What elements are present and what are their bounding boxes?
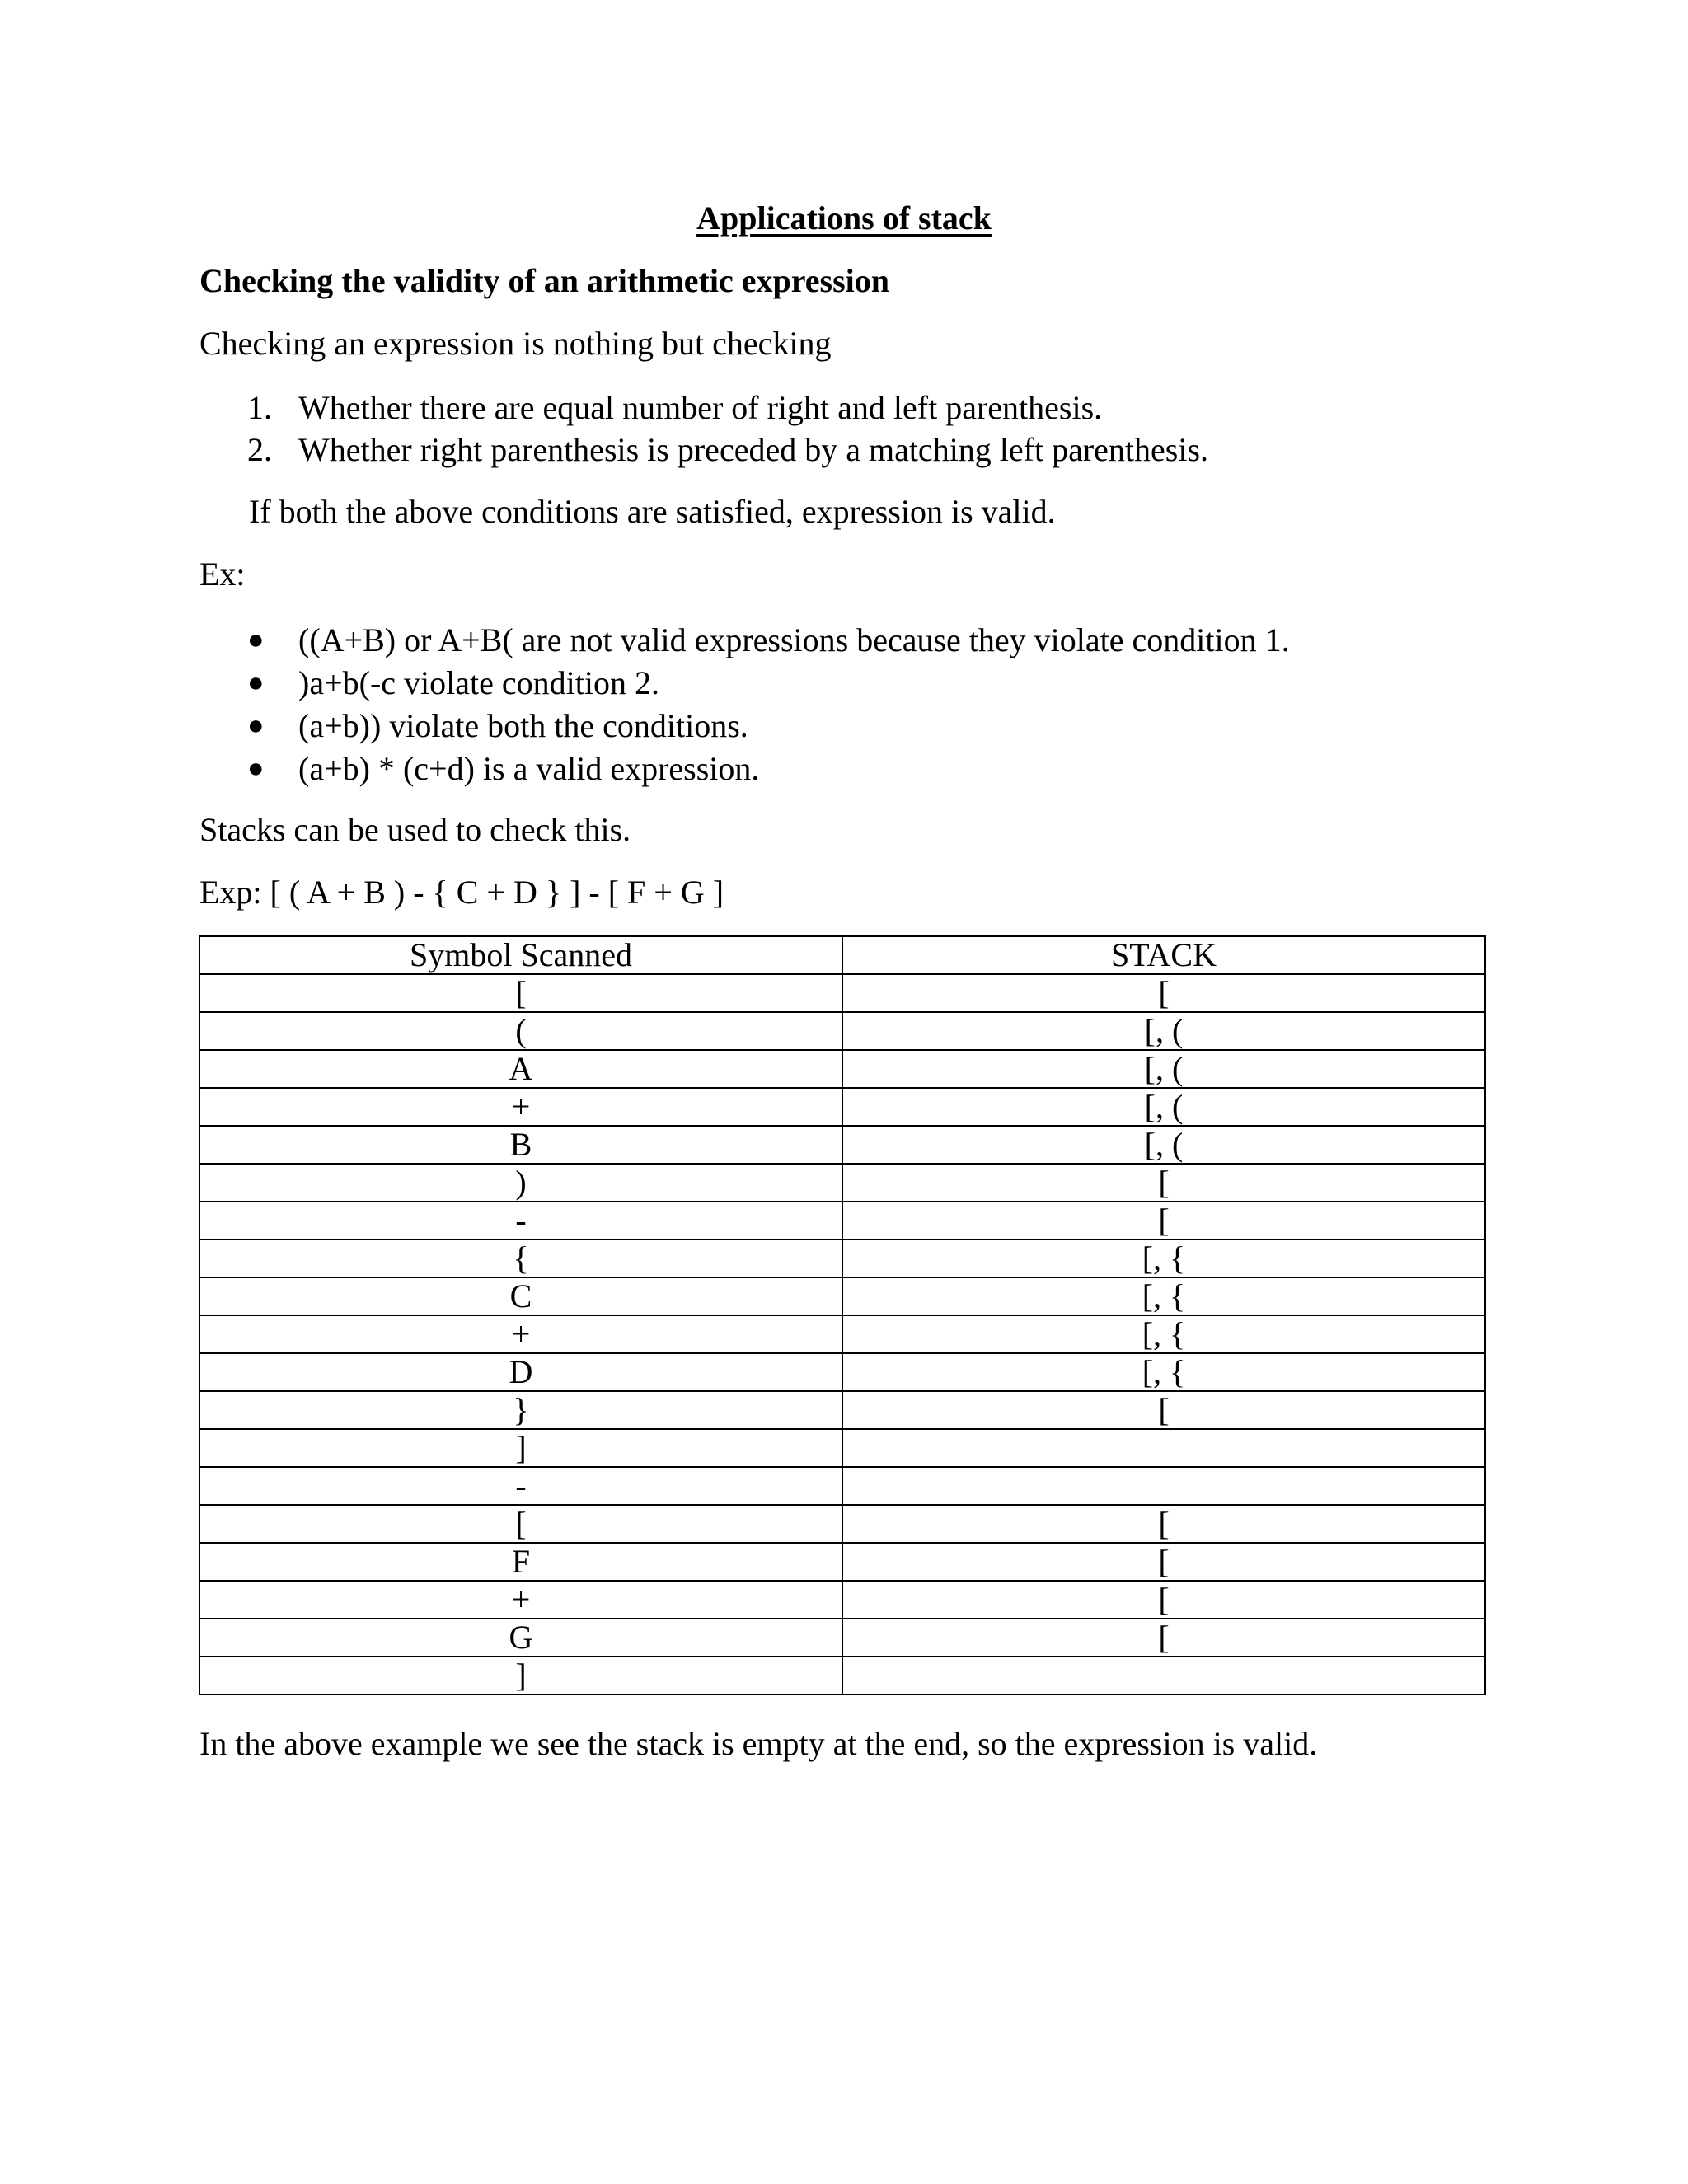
cell-symbol: D	[199, 1353, 842, 1391]
header-symbol-scanned: Symbol Scanned	[199, 936, 842, 974]
table-body	[199, 974, 1485, 1694]
cell-stack: [	[842, 1164, 1485, 1202]
bullet-icon: ●	[247, 625, 265, 655]
table-row	[199, 1126, 1485, 1164]
bullet-icon: ●	[247, 710, 265, 741]
conclusion-paragraph: In the above example we see the stack is empty at the end, so the expression is valid.	[199, 1725, 1318, 1762]
numbered-list	[247, 387, 1208, 471]
table-row	[199, 1543, 1485, 1581]
table-row	[199, 1088, 1485, 1126]
cell-stack: [, (	[842, 1088, 1485, 1126]
cell-symbol: {	[199, 1240, 842, 1277]
bullet-icon: ●	[247, 668, 265, 698]
cell-symbol: [	[199, 974, 842, 1012]
table-row	[199, 1619, 1485, 1657]
expression-line: Exp: [ ( A + B ) - { C + D } ] - [ F + G ]	[199, 874, 724, 911]
cell-stack: [, {	[842, 1315, 1485, 1353]
list-number: 2.	[247, 431, 272, 468]
cell-symbol: }	[199, 1391, 842, 1429]
table-row	[199, 1012, 1485, 1050]
page-title	[0, 199, 1688, 238]
cell-symbol: B	[199, 1126, 842, 1164]
cell-symbol: C	[199, 1277, 842, 1315]
section-heading: Checking the validity of an arithmetic expression	[199, 262, 890, 299]
cell-stack: [	[842, 974, 1485, 1012]
table-row	[199, 1467, 1485, 1505]
header-stack: STACK	[842, 936, 1485, 974]
cell-symbol: F	[199, 1543, 842, 1581]
cell-stack: [, (	[842, 1126, 1485, 1164]
bullet-text: (a+b) * (c+d) is a valid expression.	[298, 750, 760, 787]
bullet-text: (a+b)) violate both the conditions.	[298, 707, 748, 744]
cell-symbol: ]	[199, 1429, 842, 1467]
cell-symbol: ]	[199, 1657, 842, 1694]
example-label: Ex:	[199, 555, 246, 593]
table-row	[199, 1315, 1485, 1353]
table-row	[199, 1581, 1485, 1619]
cell-stack: [, {	[842, 1353, 1485, 1391]
table-row	[199, 1429, 1485, 1467]
cell-stack	[842, 1429, 1485, 1467]
numbered-list-item	[247, 387, 1208, 429]
cell-stack: [	[842, 1505, 1485, 1543]
table-row	[199, 1240, 1485, 1277]
cell-stack: [	[842, 1391, 1485, 1429]
page-title-text: Applications of stack	[696, 199, 992, 237]
cell-symbol: -	[199, 1202, 842, 1240]
stack-trace-table	[199, 935, 1486, 1695]
table-header-row	[199, 936, 1485, 974]
cell-symbol: )	[199, 1164, 842, 1202]
table-row	[199, 1277, 1485, 1315]
table-row	[199, 1202, 1485, 1240]
cell-symbol: (	[199, 1012, 842, 1050]
cell-stack	[842, 1657, 1485, 1694]
bullet-list-item	[247, 705, 1290, 748]
cell-symbol: G	[199, 1619, 842, 1657]
cell-symbol: [	[199, 1505, 842, 1543]
condition-note: If both the above conditions are satisfied, expression is valid.	[249, 493, 1056, 530]
stacks-note: Stacks can be used to check this.	[199, 811, 631, 848]
table-row	[199, 1050, 1485, 1088]
numbered-list-item	[247, 429, 1208, 471]
table-row	[199, 1164, 1485, 1202]
cell-stack: [, (	[842, 1050, 1485, 1088]
cell-stack: [	[842, 1581, 1485, 1619]
bullet-list-item	[247, 748, 1290, 790]
bullet-list-item	[247, 662, 1290, 705]
intro-paragraph: Checking an expression is nothing but checking	[199, 325, 832, 362]
cell-symbol: +	[199, 1315, 842, 1353]
list-item-text: Whether right parenthesis is preceded by a matching left parenthesis.	[298, 431, 1209, 468]
cell-stack: [, {	[842, 1277, 1485, 1315]
cell-stack: [	[842, 1202, 1485, 1240]
cell-stack: [	[842, 1619, 1485, 1657]
bullet-list	[247, 619, 1290, 790]
cell-stack	[842, 1467, 1485, 1505]
bullet-icon: ●	[247, 753, 265, 784]
bullet-text: )a+b(-c violate condition 2.	[298, 664, 659, 701]
table-row	[199, 974, 1485, 1012]
bullet-list-item	[247, 619, 1290, 662]
table-row	[199, 1505, 1485, 1543]
table-row	[199, 1657, 1485, 1694]
cell-stack: [	[842, 1543, 1485, 1581]
bullet-text: ((A+B) or A+B( are not valid expressions because they violate condition 1.	[298, 621, 1290, 658]
cell-symbol: -	[199, 1467, 842, 1505]
cell-stack: [, (	[842, 1012, 1485, 1050]
list-item-text: Whether there are equal number of right and left parenthesis.	[298, 389, 1103, 426]
table-row	[199, 1353, 1485, 1391]
cell-symbol: +	[199, 1581, 842, 1619]
cell-stack: [, {	[842, 1240, 1485, 1277]
table-row	[199, 1391, 1485, 1429]
list-number: 1.	[247, 389, 272, 426]
cell-symbol: A	[199, 1050, 842, 1088]
cell-symbol: +	[199, 1088, 842, 1126]
